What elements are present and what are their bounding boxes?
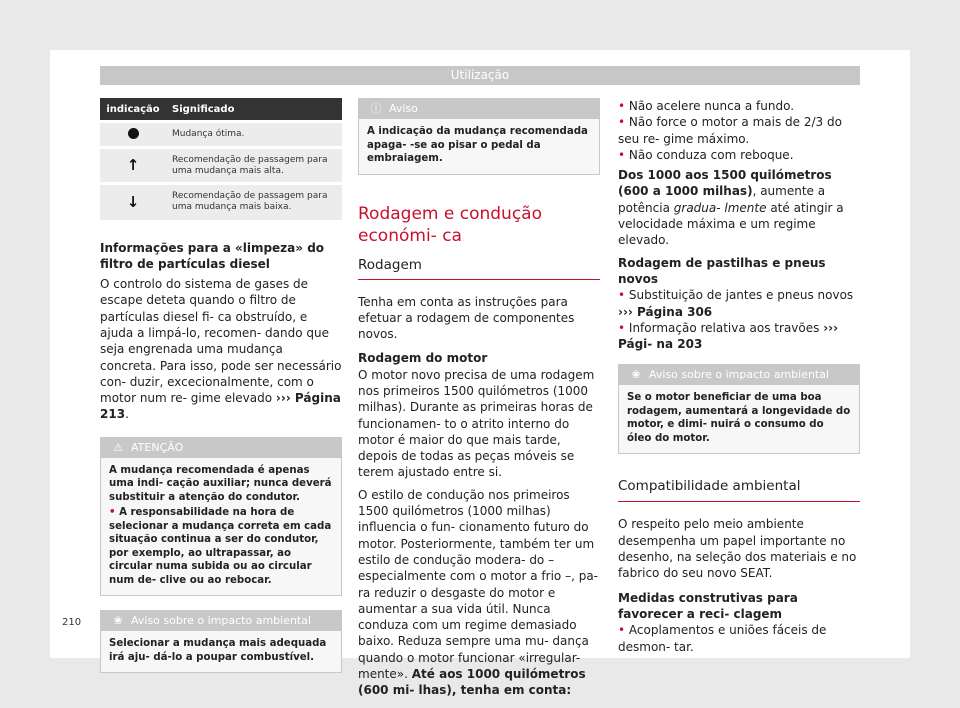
warning-bullet: A responsabilidade na hora de selecionar a mudança correta em cada situação continua a ser do condutor, por exemplo, ao ultrapassar, ao circular numa subida ou ao circular num de- clive ou ao rebocar.	[109, 507, 332, 586]
running-header: Utilização	[100, 66, 860, 85]
bullet-icon: •	[109, 507, 120, 519]
table-row	[100, 148, 342, 184]
subheading: Rodagem do motor	[358, 351, 488, 366]
environment-box	[100, 610, 342, 673]
notice-title: Aviso	[389, 102, 418, 115]
warning-title: ATENÇÃO	[131, 440, 184, 454]
warning-icon: ⚠	[113, 440, 123, 454]
table-cell: Recomendação de passagem para uma mudança mais alta.	[166, 148, 342, 184]
notice-text: A indicação da mudança recomendada apaga- -se ao pisar o pedal da embraiagem.	[367, 126, 588, 164]
table-row	[100, 122, 342, 148]
notice-box	[358, 98, 600, 175]
paragraph: O respeito pelo meio ambiente desempenha um papel importante no desenho, na seleção dos materiais e no fabrico do seu novo SEAT.	[618, 517, 857, 581]
arrow-down-icon: ↓	[126, 192, 140, 211]
arrow-up-icon: ↑	[126, 156, 140, 174]
environment-text: Se o motor beneficiar de uma boa rodagem, aumentará a longevidade do motor, e dimi- nuirá o consumo do óleo do motor.	[627, 392, 851, 444]
page-number: 210	[62, 617, 82, 628]
environment-box	[618, 364, 860, 454]
environment-title: Aviso sobre o impacto ambiental	[649, 368, 830, 382]
page-ref-link[interactable]: ››› Pági- na 203	[618, 320, 839, 352]
warning-box	[100, 437, 342, 597]
dot-icon	[128, 128, 139, 139]
paragraph: Dos 1000 aos 1500 quilómetros (600 a 1000 milhas), aumente a potência gradua- lmente até atingir a velocidade máxima e um regime elevado.	[618, 168, 844, 248]
list-item: • Não conduza com reboque.	[618, 147, 794, 162]
list-item: • Acoplamentos e uniões fáceis de desmon- tar.	[618, 623, 827, 654]
page-ref-link[interactable]: ››› Página 213	[100, 391, 341, 422]
table-cell: Mudança ótima.	[166, 122, 342, 148]
list-item: • Informação relativa aos travões ››› Pági- na 203	[618, 320, 839, 352]
chapter-title: Rodagem e condução económi- ca	[358, 203, 542, 246]
info-icon: ⓘ	[370, 102, 382, 115]
table-row	[100, 184, 342, 220]
paragraph: O controlo do sistema de gases de escape deteta quando o filtro de partículas diesel fi- ca obstruído, e ajuda a limpá-lo, recomen- dando que seja engrenada uma mudança concreta. Para isso, pode ser necessário con- duzir, excecionalmente, com o motor num re- gime elevado ››› Página 213.	[100, 277, 342, 422]
leaf-icon: ❀	[113, 614, 123, 628]
environment-text: Selecionar a mudança mais adequada irá aju- dá-lo a poupar combustível.	[109, 638, 327, 663]
list-item: • Substituição de jantes e pneus novos ››› Página 306	[618, 288, 854, 319]
table-cell: Recomendação de passagem para uma mudança mais baixa.	[166, 184, 342, 220]
subheading: Rodagem de pastilhas e pneus novos	[618, 255, 826, 286]
list-item: • Não force o motor a mais de 2/3 do seu re- gime máximo.	[618, 115, 842, 146]
table-header-indicacao: indicação	[100, 98, 166, 122]
list-item: • Não acelere nunca a fundo.	[618, 99, 795, 113]
paragraph: O motor novo precisa de uma rodagem nos primeiros 1500 quilómetros (1000 milhas). Durante as primeiras horas de funcionamen- to o atrito interno do motor é maior do que mais tarde, depois de todas as peças móveis se terem ajustado entre si.	[358, 367, 595, 480]
column-3	[618, 98, 860, 655]
paragraph: O estilo de condução nos primeiros 1500 quilómetros (1000 milhas) influencia o fun- cionamento futuro do motor. Posteriormente, também ter um estilo de condução modera- do – especialmente com o motor a frio –, pa- ra reduzir o desgaste do motor e aumentar a sua vida útil. Nunca conduza com um regime demasiado baixo. Reduza sempre uma mu- dança quando o motor funcionar «irregular- mente». Até aos 1000 quilómetros (600 mi- lhas), tenha em conta:	[358, 487, 599, 698]
section-heading: Informações para a «limpeza» do filtro de partículas diesel	[100, 240, 325, 271]
leaf-icon: ❀	[631, 368, 641, 382]
indicator-table	[100, 98, 342, 220]
environment-title: Aviso sobre o impacto ambiental	[131, 614, 312, 628]
paragraph: Tenha em conta as instruções para efetuar a rodagem de componentes novos.	[358, 294, 575, 342]
section-title: Rodagem	[358, 256, 422, 273]
section-title: Compatibilidade ambiental	[618, 478, 801, 495]
warning-text: A mudança recomendada é apenas uma indi- cação auxiliar; nunca deverá substituir a atenção do condutor.	[109, 464, 332, 503]
page-ref-link[interactable]: ››› Página 306	[618, 304, 713, 319]
table-header-significado: Significado	[166, 98, 342, 122]
column-1	[100, 98, 342, 673]
subheading: Medidas construtivas para favorecer a reci- clagem	[618, 590, 798, 621]
column-2	[358, 98, 600, 699]
